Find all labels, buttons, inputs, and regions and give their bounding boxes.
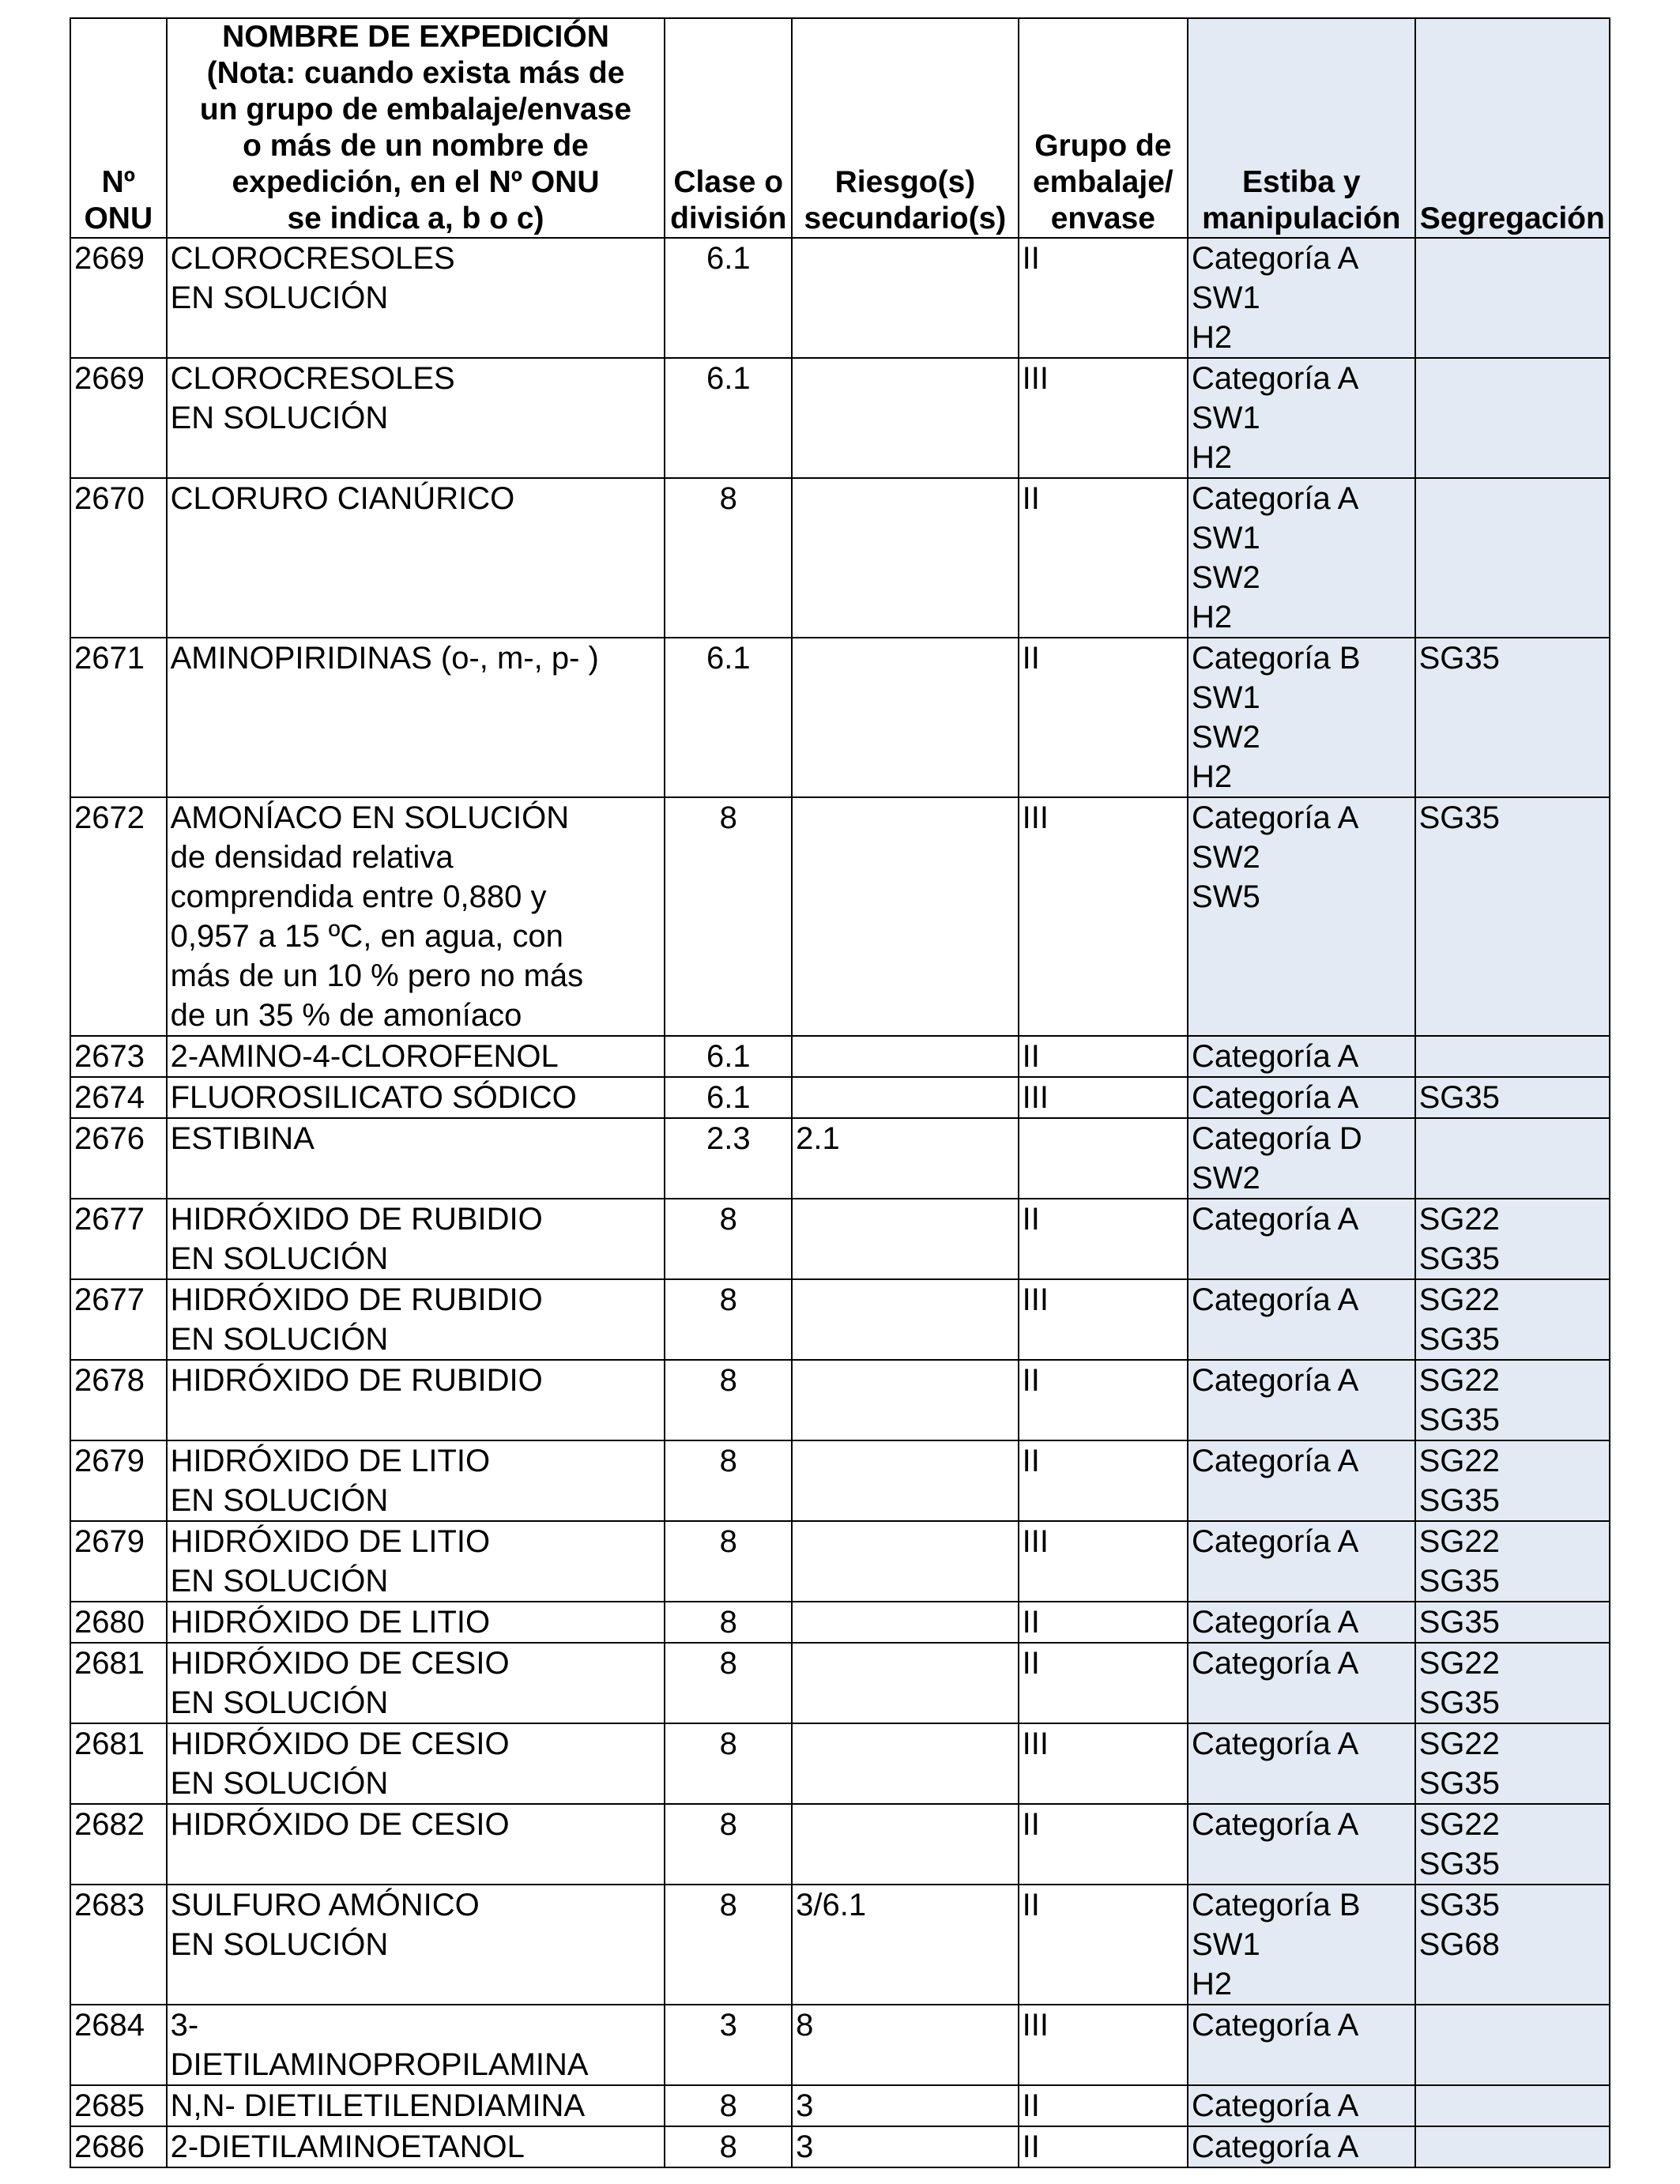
cell-risk: 3/6.1 — [792, 1885, 1019, 2005]
cell-stow: Categoría A — [1188, 1804, 1415, 1885]
cell-onu: 2685 — [70, 2085, 167, 2126]
cell-name: AMONÍACO EN SOLUCIÓN de densidad relativa comprendida entre 0,880 y 0,957 a 15 ºC, en agua, con más de un 10 % pero no más de un 35 % de amoníaco — [167, 797, 665, 1036]
cell-group: III — [1019, 1077, 1188, 1118]
cell-seg: SG35 — [1415, 1077, 1610, 1118]
cell-stow: Categoría A — [1188, 1199, 1415, 1279]
cell-name: N,N- DIETILETILENDIAMINA — [167, 2085, 665, 2126]
cell-onu: 2679 — [70, 1440, 167, 1521]
table-row — [70, 1643, 1610, 1723]
cell-stow: Categoría A — [1188, 1077, 1415, 1118]
header-class: Clase o división — [665, 18, 792, 238]
cell-class: 8 — [665, 1602, 792, 1643]
cell-seg: SG22 SG35 — [1415, 1804, 1610, 1885]
table-body — [70, 238, 1610, 2167]
cell-seg — [1415, 358, 1610, 478]
table-row — [70, 1279, 1610, 1360]
cell-group: III — [1019, 358, 1188, 478]
cell-class: 8 — [665, 1643, 792, 1723]
header-seg: Segregación — [1415, 18, 1610, 238]
cell-stow: Categoría B SW1 H2 — [1188, 1885, 1415, 2005]
cell-onu: 2686 — [70, 2126, 167, 2167]
cell-stow: Categoría A — [1188, 1279, 1415, 1360]
header-stow: Estiba y manipulación — [1188, 18, 1415, 238]
cell-onu: 2680 — [70, 1602, 167, 1643]
cell-onu: 2672 — [70, 797, 167, 1036]
table-row — [70, 1602, 1610, 1643]
cell-stow: Categoría B SW1 SW2 H2 — [1188, 638, 1415, 797]
cell-risk: 3 — [792, 2085, 1019, 2126]
cell-onu: 2677 — [70, 1279, 167, 1360]
cell-stow: Categoría A — [1188, 1643, 1415, 1723]
cell-stow: Categoría A SW2 SW5 — [1188, 797, 1415, 1036]
cell-onu: 2674 — [70, 1077, 167, 1118]
cell-class: 8 — [665, 2126, 792, 2167]
cell-stow: Categoría A — [1188, 2005, 1415, 2085]
cell-stow: Categoría A SW1 H2 — [1188, 238, 1415, 358]
table-row — [70, 1077, 1610, 1118]
cell-stow: Categoría A — [1188, 1360, 1415, 1440]
cell-name: HIDRÓXIDO DE CESIO EN SOLUCIÓN — [167, 1723, 665, 1804]
cell-group: II — [1019, 1643, 1188, 1723]
cell-group: II — [1019, 1199, 1188, 1279]
cell-seg — [1415, 1118, 1610, 1199]
cell-seg: SG22 SG35 — [1415, 1440, 1610, 1521]
cell-stow: Categoría A — [1188, 1602, 1415, 1643]
cell-group: II — [1019, 1885, 1188, 2005]
cell-name: ESTIBINA — [167, 1118, 665, 1199]
cell-group — [1019, 1118, 1188, 1199]
cell-seg: SG22 SG35 — [1415, 1521, 1610, 1602]
cell-risk — [792, 638, 1019, 797]
table-row — [70, 797, 1610, 1036]
cell-name: HIDRÓXIDO DE RUBIDIO — [167, 1360, 665, 1440]
header-name: NOMBRE DE EXPEDICIÓN (Nota: cuando exista más de un grupo de embalaje/envase o más de un nombre de expedición, en el Nº ONU se indica a, b o c) — [167, 18, 665, 238]
cell-risk — [792, 1279, 1019, 1360]
table-header — [70, 18, 1610, 238]
cell-onu: 2681 — [70, 1643, 167, 1723]
cell-onu: 2676 — [70, 1118, 167, 1199]
cell-group: III — [1019, 2005, 1188, 2085]
cell-onu: 2670 — [70, 478, 167, 638]
cell-stow: Categoría A — [1188, 2126, 1415, 2167]
cell-risk — [792, 1036, 1019, 1077]
cell-class: 2.3 — [665, 1118, 792, 1199]
cell-risk — [792, 797, 1019, 1036]
cell-risk — [792, 1199, 1019, 1279]
cell-seg: SG22 SG35 — [1415, 1643, 1610, 1723]
cell-class: 6.1 — [665, 1077, 792, 1118]
cell-group: II — [1019, 1602, 1188, 1643]
cell-onu: 2684 — [70, 2005, 167, 2085]
cell-class: 8 — [665, 1804, 792, 1885]
cell-name: HIDRÓXIDO DE CESIO — [167, 1804, 665, 1885]
cell-onu: 2681 — [70, 1723, 167, 1804]
cell-class: 8 — [665, 1279, 792, 1360]
table-row — [70, 1036, 1610, 1077]
cell-class: 6.1 — [665, 1036, 792, 1077]
cell-class: 8 — [665, 478, 792, 638]
cell-onu: 2671 — [70, 638, 167, 797]
table-row — [70, 1723, 1610, 1804]
cell-group: II — [1019, 1360, 1188, 1440]
cell-seg: SG35 — [1415, 638, 1610, 797]
cell-onu: 2682 — [70, 1804, 167, 1885]
table-row — [70, 1360, 1610, 1440]
cell-onu: 2669 — [70, 358, 167, 478]
cell-seg — [1415, 1036, 1610, 1077]
cell-group: II — [1019, 1804, 1188, 1885]
cell-class: 8 — [665, 2085, 792, 2126]
cell-risk — [792, 1440, 1019, 1521]
cell-name: SULFURO AMÓNICO EN SOLUCIÓN — [167, 1885, 665, 2005]
cell-name: FLUOROSILICATO SÓDICO — [167, 1077, 665, 1118]
cell-group: III — [1019, 1521, 1188, 1602]
cell-risk — [792, 478, 1019, 638]
header-risk: Riesgo(s) secundario(s) — [792, 18, 1019, 238]
cell-risk — [792, 1804, 1019, 1885]
cell-name: CLOROCRESOLES EN SOLUCIÓN — [167, 358, 665, 478]
cell-seg — [1415, 478, 1610, 638]
header-onu: Nº ONU — [70, 18, 167, 238]
cell-onu: 2679 — [70, 1521, 167, 1602]
cell-stow: Categoría D SW2 — [1188, 1118, 1415, 1199]
cell-stow: Categoría A SW1 SW2 H2 — [1188, 478, 1415, 638]
cell-name: HIDRÓXIDO DE RUBIDIO EN SOLUCIÓN — [167, 1199, 665, 1279]
cell-risk — [792, 1077, 1019, 1118]
cell-risk — [792, 1723, 1019, 1804]
cell-seg: SG22 SG35 — [1415, 1723, 1610, 1804]
cell-class: 6.1 — [665, 358, 792, 478]
cell-name: HIDRÓXIDO DE RUBIDIO EN SOLUCIÓN — [167, 1279, 665, 1360]
cell-risk — [792, 1521, 1019, 1602]
cell-stow: Categoría A SW1 H2 — [1188, 358, 1415, 478]
table-row — [70, 1118, 1610, 1199]
cell-class: 3 — [665, 2005, 792, 2085]
cell-seg — [1415, 2085, 1610, 2126]
table-row — [70, 1885, 1610, 2005]
cell-onu: 2683 — [70, 1885, 167, 2005]
cell-class: 6.1 — [665, 638, 792, 797]
cell-group: II — [1019, 1440, 1188, 1521]
table-row — [70, 1440, 1610, 1521]
cell-name: CLOROCRESOLES EN SOLUCIÓN — [167, 238, 665, 358]
cell-stow: Categoría A — [1188, 1521, 1415, 1602]
cell-seg — [1415, 238, 1610, 358]
cell-risk: 2.1 — [792, 1118, 1019, 1199]
cell-seg: SG35 — [1415, 1602, 1610, 1643]
cell-seg: SG22 SG35 — [1415, 1360, 1610, 1440]
cell-name: HIDRÓXIDO DE LITIO EN SOLUCIÓN — [167, 1521, 665, 1602]
cell-seg: SG22 SG35 — [1415, 1279, 1610, 1360]
cell-group: III — [1019, 797, 1188, 1036]
cell-name: 2-AMINO-4-CLOROFENOL — [167, 1036, 665, 1077]
cell-stow: Categoría A — [1188, 1440, 1415, 1521]
cell-seg: SG22 SG35 — [1415, 1199, 1610, 1279]
cell-risk — [792, 1643, 1019, 1723]
table-row — [70, 1804, 1610, 1885]
cell-group: III — [1019, 1723, 1188, 1804]
cell-group: II — [1019, 1036, 1188, 1077]
table-row — [70, 238, 1610, 358]
cell-class: 6.1 — [665, 238, 792, 358]
cell-stow: Categoría A — [1188, 1723, 1415, 1804]
cell-seg: SG35 — [1415, 797, 1610, 1036]
cell-onu: 2677 — [70, 1199, 167, 1279]
cell-group: III — [1019, 1279, 1188, 1360]
cell-name: 3- DIETILAMINOPROPILAMINA — [167, 2005, 665, 2085]
dangerous-goods-table — [70, 17, 1610, 2168]
cell-class: 8 — [665, 1199, 792, 1279]
header-row — [70, 18, 1610, 238]
table-row — [70, 2126, 1610, 2167]
table-row — [70, 478, 1610, 638]
cell-group: II — [1019, 638, 1188, 797]
cell-seg — [1415, 2005, 1610, 2085]
table-row — [70, 2005, 1610, 2085]
cell-group: II — [1019, 478, 1188, 638]
cell-name: 2-DIETILAMINOETANOL — [167, 2126, 665, 2167]
cell-risk — [792, 358, 1019, 478]
cell-group: II — [1019, 2126, 1188, 2167]
cell-class: 8 — [665, 1885, 792, 2005]
cell-name: HIDRÓXIDO DE LITIO — [167, 1602, 665, 1643]
cell-name: HIDRÓXIDO DE CESIO EN SOLUCIÓN — [167, 1643, 665, 1723]
cell-onu: 2669 — [70, 238, 167, 358]
cell-class: 8 — [665, 1360, 792, 1440]
cell-risk: 3 — [792, 2126, 1019, 2167]
cell-name: HIDRÓXIDO DE LITIO EN SOLUCIÓN — [167, 1440, 665, 1521]
cell-class: 8 — [665, 1723, 792, 1804]
cell-seg: SG35 SG68 — [1415, 1885, 1610, 2005]
cell-risk — [792, 1602, 1019, 1643]
cell-name: CLORURO CIANÚRICO — [167, 478, 665, 638]
table-row — [70, 358, 1610, 478]
cell-seg — [1415, 2126, 1610, 2167]
cell-stow: Categoría A — [1188, 1036, 1415, 1077]
cell-onu: 2678 — [70, 1360, 167, 1440]
cell-onu: 2673 — [70, 1036, 167, 1077]
cell-risk — [792, 1360, 1019, 1440]
cell-risk: 8 — [792, 2005, 1019, 2085]
table-row — [70, 2085, 1610, 2126]
cell-class: 8 — [665, 797, 792, 1036]
header-group: Grupo de embalaje/ envase — [1019, 18, 1188, 238]
cell-class: 8 — [665, 1440, 792, 1521]
cell-stow: Categoría A — [1188, 2085, 1415, 2126]
cell-group: II — [1019, 238, 1188, 358]
table-row — [70, 638, 1610, 797]
cell-name: AMINOPIRIDINAS (o-, m-, p- ) — [167, 638, 665, 797]
cell-class: 8 — [665, 1521, 792, 1602]
table-row — [70, 1199, 1610, 1279]
cell-group: II — [1019, 2085, 1188, 2126]
cell-risk — [792, 238, 1019, 358]
table-row — [70, 1521, 1610, 1602]
